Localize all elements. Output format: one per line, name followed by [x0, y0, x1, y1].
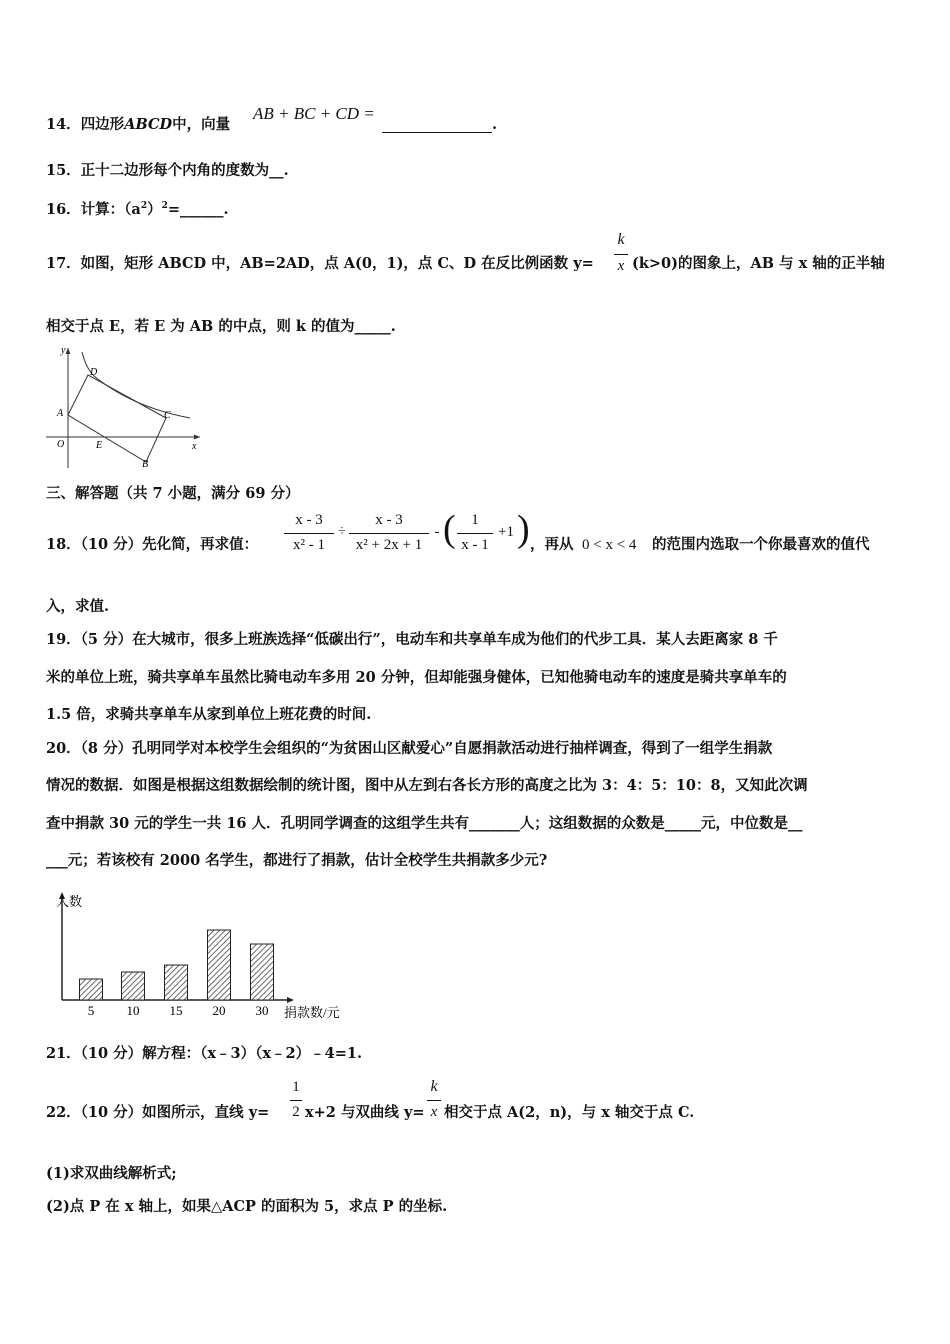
label-b: B [142, 459, 149, 470]
q18-line2: 入，求值. [46, 598, 110, 615]
chart-ylabel: 人数 [56, 894, 83, 909]
label-o: O [57, 439, 65, 450]
q19-line2: 米的单位上班，骑共享单车虽然比骑电动车多用 20 分钟，但却能强身健体，已知他骑电动车的速度是骑共享单车的 [46, 669, 787, 686]
q16-pre: 16．计算：（a [46, 201, 141, 218]
q18-inequality: 0 < x < 4 [582, 537, 637, 553]
q17-figure [42, 342, 212, 472]
q14-vector-expression: AB + BC + CD = [253, 104, 375, 123]
bar-20 [208, 930, 231, 1000]
q16-exp2: 2 [161, 201, 168, 211]
q22-sub1: (1)求双曲线解析式; [46, 1165, 177, 1182]
label-y: y [61, 345, 66, 356]
q14-mid: 中，向量 [172, 116, 231, 133]
q16-exp1: 2 [140, 201, 148, 211]
q14-name: ABCD [124, 116, 173, 133]
q16-mid: ） [147, 201, 162, 218]
q14-period: . [492, 116, 498, 133]
q18-f3-bar [457, 533, 493, 534]
q18-f1-bar [284, 533, 334, 534]
y-axis-arrow [66, 348, 71, 354]
q16 [46, 197, 229, 219]
q17-frac-bar [614, 254, 628, 255]
q18-div: ÷ [338, 524, 346, 539]
q17-line1 [46, 255, 594, 273]
section3-title: 三、解答题（共 7 小题，满分 69 分） [46, 485, 300, 502]
bar-5 [80, 979, 103, 1000]
q22-f1-bar [290, 1100, 302, 1101]
q18-pre: 18．（10 分）先化简，再求值： [46, 536, 259, 553]
q17-frac-den: x [617, 258, 625, 274]
q19-line3: 1.5 倍，求骑共享单车从家到单位上班花费的时间. [46, 706, 372, 723]
chart-x-arrow [287, 997, 294, 1003]
q17-frac-num: k [617, 231, 625, 248]
q20-bar-chart [50, 890, 360, 1025]
q22-post: 相交于点 A(2，n)，与 x 轴交于点 C. [444, 1104, 695, 1121]
label-e: E [96, 440, 103, 451]
chart-xlabel: 捐款数/元 [284, 1005, 340, 1020]
q18-f3-den: x - 1 [461, 537, 489, 553]
q18-post: 的范围内选取一个你最喜欢的值代 [652, 536, 870, 553]
q18-f1-den: x² - 1 [293, 537, 325, 553]
q20-line4: ___元；若该校有 2000 名学生，都进行了捐款，估计全校学生共捐款多少元? [46, 852, 548, 869]
q14 [46, 116, 230, 134]
q22-f2-num: k [430, 1078, 438, 1095]
x-axis-arrow [194, 435, 200, 440]
bar-30 [251, 944, 274, 1000]
bar-15 [165, 965, 188, 1000]
q18-f3-num: 1 [471, 512, 479, 528]
q20-line3: 查中捐款 30 元的学生一共 16 人．孔明同学调查的这组学生共有_______人；这组数据的众数是_____元，中位数是__ [46, 815, 803, 832]
bar-10 [122, 972, 145, 1000]
q18-minus: - [434, 524, 440, 540]
q22-f2-bar [427, 1100, 441, 1101]
q22-mid: x+2 与双曲线 y= [305, 1104, 425, 1121]
q19-line1: 19．（5 分）在大城市，很多上班族选择“低碳出行”，电动车和共享单车成为他们的代步工具．某人去距离家 8 千 [46, 631, 778, 648]
q18-f2-den: x² + 2x + 1 [355, 537, 423, 553]
q22-pre: 22．（10 分）如图所示，直线 y= [46, 1104, 270, 1121]
q22-f2-den: x [430, 1104, 438, 1120]
label-a: A [57, 408, 64, 419]
label-c: C [164, 410, 171, 421]
q22-sub2: (2)点 P 在 x 轴上，如果△ACP 的面积为 5，求点 P 的坐标. [46, 1198, 448, 1215]
tick-label-10: 10 [126, 1003, 140, 1018]
q18-mid: ，再从 [530, 536, 574, 553]
q14-num: 14． [46, 116, 81, 133]
tick-label-5: 5 [87, 1003, 95, 1018]
q18-paren-left: ( [443, 508, 456, 550]
q21: 21．（10 分）解方程：（x﹣3）（x﹣2）﹣4=1. [46, 1045, 362, 1062]
q15: 15．正十二边形每个内角的度数为__. [46, 162, 289, 179]
q18-paren-right: ) [517, 508, 530, 550]
q14-pre: 四边形 [80, 116, 125, 133]
q22-f1-den: 2 [292, 1104, 300, 1120]
label-x: x [192, 441, 197, 452]
q20-line1: 20．（8 分）孔明同学对本校学生会组织的“为贫困山区献爱心”自愿捐款活动进行抽样调查，得到了一组学生捐款 [46, 740, 773, 757]
q17-line1-post: (k>0)的图象上，AB 与 x 轴的正半轴 [632, 255, 885, 272]
tick-label-15: 15 [169, 1003, 183, 1018]
tick-label-20: 20 [212, 1003, 226, 1018]
hyperbola-curve [82, 352, 190, 418]
q18-f2-bar [349, 533, 429, 534]
q14-answer-blank [382, 118, 492, 133]
q18-f1-num: x - 3 [295, 512, 323, 528]
q18-plus1: +1 [498, 524, 514, 540]
label-d: D [90, 367, 98, 378]
q17-line2: 相交于点 E，若 E 为 AB 的中点，则 k 的值为_____. [46, 318, 396, 335]
q18-f2-num: x - 3 [375, 512, 403, 528]
tick-label-30: 30 [255, 1003, 269, 1018]
q22-f1-num: 1 [292, 1079, 300, 1095]
q16-post: =______. [167, 201, 229, 218]
rectangle-abcd [68, 375, 166, 462]
q20-line2: 情况的数据．如图是根据这组数据绘制的统计图，图中从左到右各长方形的高度之比为 3：4：5：10：8，又知此次调 [46, 777, 808, 794]
q17-line1-pre: 17．如图，矩形 ABCD 中，AB=2AD，点 A(0，1)，点 C、D 在反比例函数 y= [46, 255, 594, 272]
